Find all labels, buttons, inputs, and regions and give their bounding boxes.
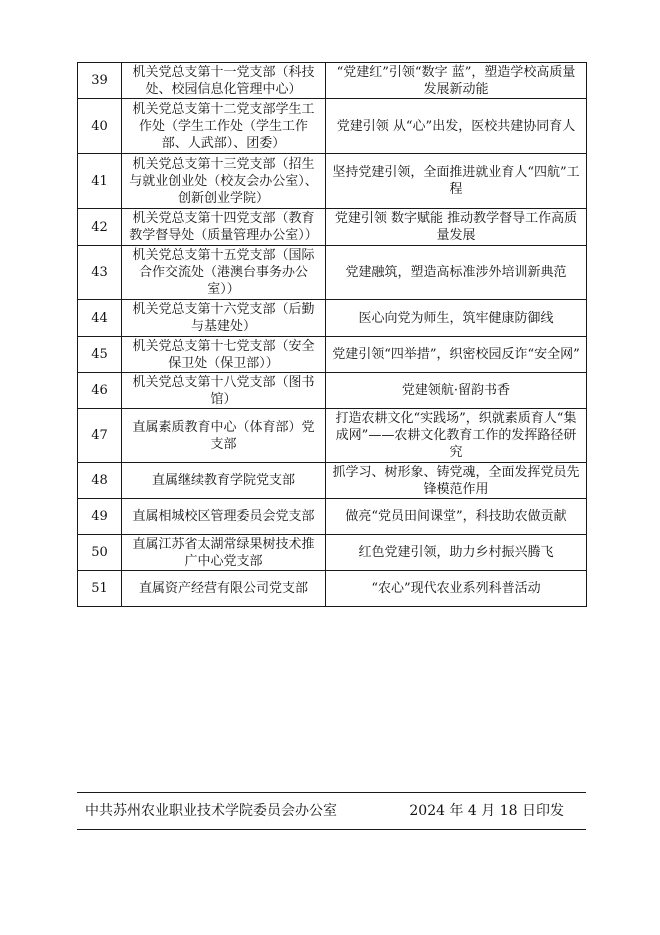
row-number: 41 [78,154,122,209]
project-title: “党建红”引领“数字 蓝”，塑造学校高质量发展新动能 [326,63,587,99]
project-title: 党建融筑，塑造高标准涉外培训新典范 [326,246,587,300]
row-number: 45 [78,337,122,373]
project-title: 党建引领 从“心”出发，医校共建协同育人 [326,99,587,154]
project-title: 党建引领 数字赋能 推动教学督导工作高质量发展 [326,209,587,246]
project-title: 党建引领“四举措”，织密校园反诈“安全网” [326,337,587,373]
row-number: 46 [78,373,122,409]
project-title: 医心向党为师生，筑牢健康防御线 [326,300,587,337]
branch-name: 直属继续教育学院党支部 [122,463,326,499]
row-number: 49 [78,499,122,535]
achievement-table [77,62,587,607]
row-number: 48 [78,463,122,499]
table-row [78,63,587,99]
row-number: 43 [78,246,122,300]
issuing-office: 中共苏州农业职业技术学院委员会办公室 [85,803,337,819]
table-row [78,463,587,499]
table-row [78,535,587,571]
table-row [78,99,587,154]
footer-bottom-rule [77,829,586,830]
branch-name: 机关党总支第十二党支部学生工作处（学生工作处（学生工作部、人武部）、团委） [122,99,326,154]
table-body [78,63,587,607]
table-row [78,246,587,300]
row-number: 47 [78,409,122,463]
branch-name: 机关党总支第十四党支部（教育教学督导处（质量管理办公室）） [122,209,326,246]
branch-name: 机关党总支第十五党支部（国际合作交流处（港澳台事务办公室）） [122,246,326,300]
branch-name: 机关党总支第十七党支部（安全保卫处（保卫部）） [122,337,326,373]
branch-name: 直属素质教育中心（体育部）党支部 [122,409,326,463]
table-row [78,209,587,246]
project-title: “农心”现代农业系列科普活动 [326,571,587,607]
branch-name: 机关党总支第十一党支部（科技处、校园信息化管理中心） [122,63,326,99]
table-row [78,154,587,209]
project-title: 党建领航·留韵书香 [326,373,587,409]
branch-name: 机关党总支第十三党支部（招生与就业创业处（校友会办公室）、创新创业学院） [122,154,326,209]
row-number: 51 [78,571,122,607]
branch-name: 直属江苏省太湖常绿果树技术推广中心党支部 [122,535,326,571]
branch-name: 机关党总支第十八党支部（图书馆） [122,373,326,409]
project-title: 打造农耕文化“实践场”，织就素质育人“集成网”——农耕文化教育工作的发挥路径研究 [326,409,587,463]
project-title: 坚持党建引领，全面推进就业育人“四航”工程 [326,154,587,209]
branch-name: 机关党总支第十六党支部（后勤与基建处） [122,300,326,337]
row-number: 39 [78,63,122,99]
table-row [78,571,587,607]
project-title: 红色党建引领，助力乡村振兴腾飞 [326,535,587,571]
branch-name: 直属资产经营有限公司党支部 [122,571,326,607]
footer-top-rule [77,792,586,793]
row-number: 40 [78,99,122,154]
issue-date: 2024 年 4 月 18 日印发 [409,803,564,819]
row-number: 50 [78,535,122,571]
row-number: 42 [78,209,122,246]
table-row [78,300,587,337]
project-title: 抓学习、树形象、铸党魂，全面发挥党员先锋模范作用 [326,463,587,499]
row-number: 44 [78,300,122,337]
table-row [78,499,587,535]
table-row [78,373,587,409]
footer-imprint [77,801,586,821]
table-row [78,409,587,463]
branch-name: 直属相城校区管理委员会党支部 [122,499,326,535]
table-row [78,337,587,373]
project-title: 做亮“党员田间课堂”，科技助农做贡献 [326,499,587,535]
